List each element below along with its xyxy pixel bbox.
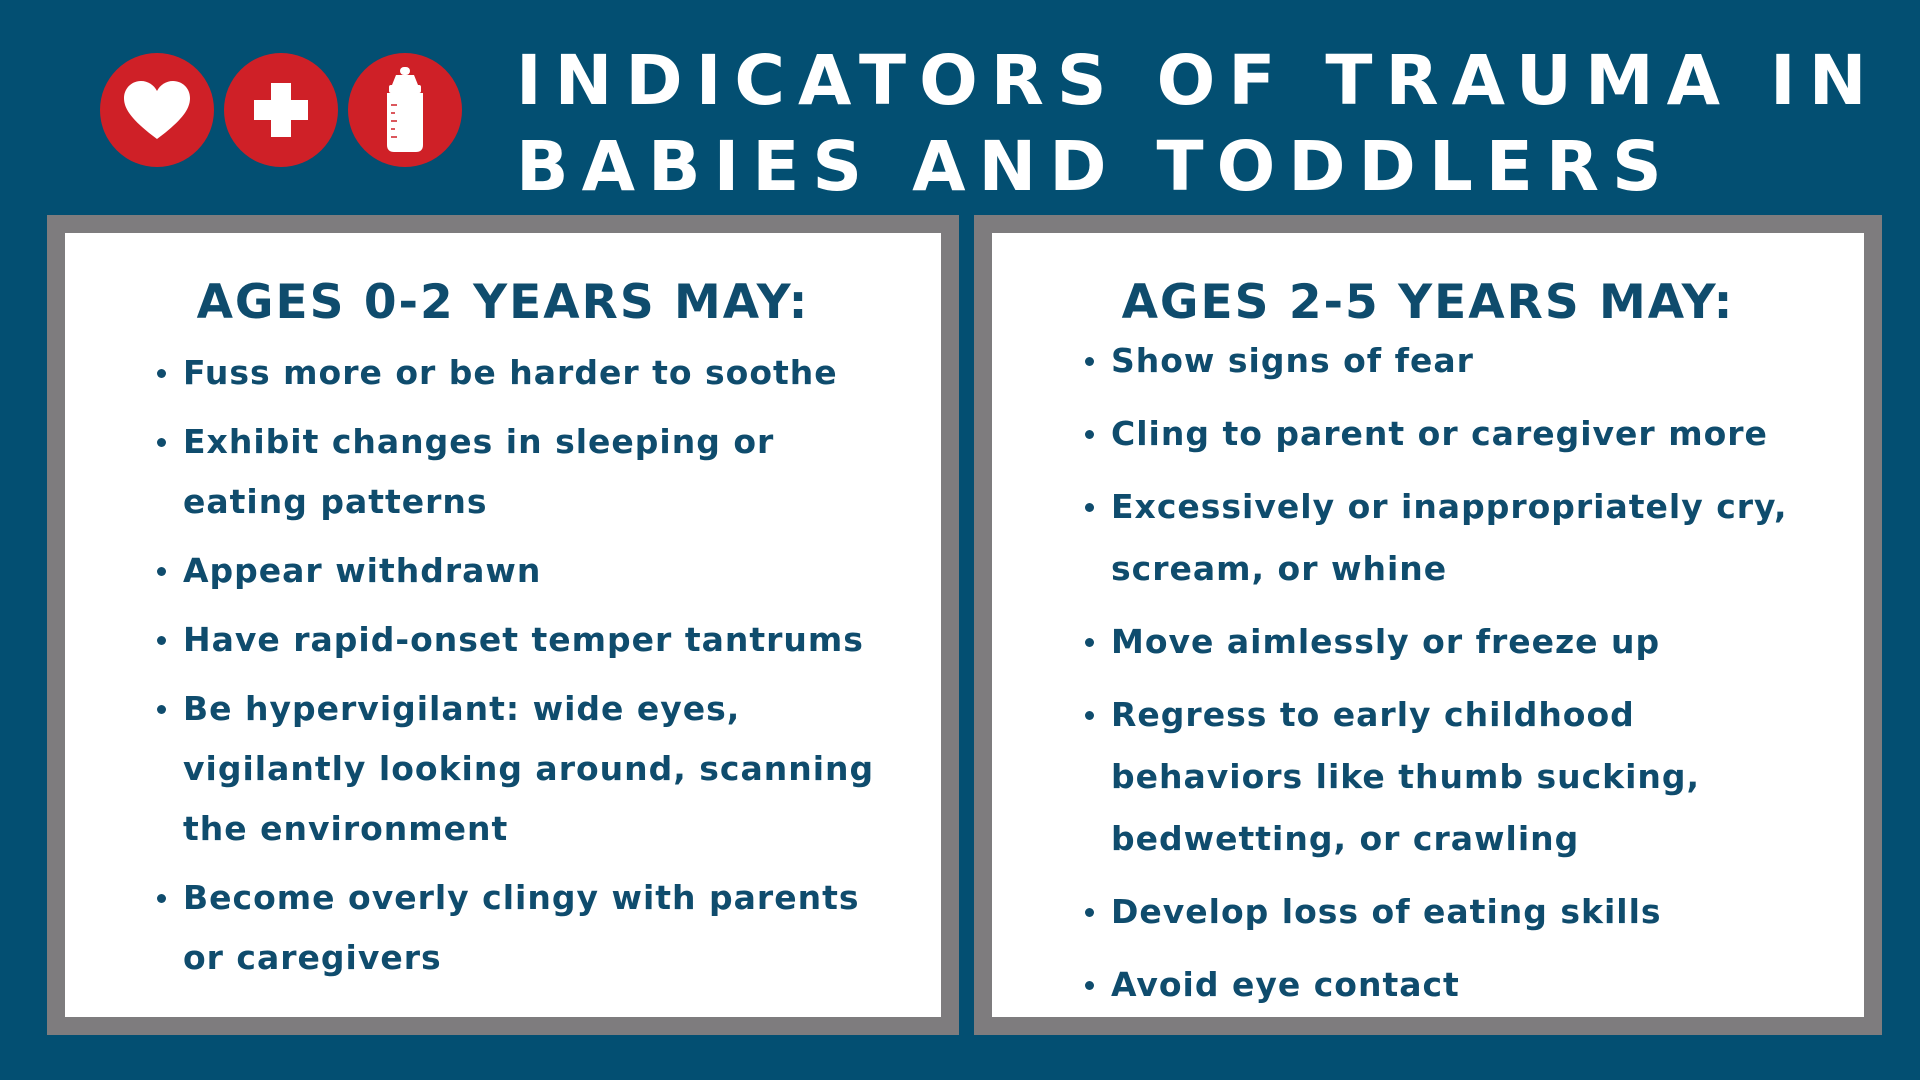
heart-icon [100, 53, 214, 167]
list-item: Cling to parent or caregiver more [1111, 403, 1811, 465]
list-item: Exhibit changes in sleeping or eating patterns [183, 412, 883, 532]
bullet-icon [157, 636, 166, 645]
panel-heading: AGES 0-2 YEARS MAY: [196, 275, 810, 330]
list-item: Fuss more or be harder to soothe [183, 343, 883, 403]
page-title: INDICATORS OF TRAUMA IN BABIES AND TODDLERS [516, 41, 1880, 207]
indicator-list [183, 343, 883, 997]
bullet-icon [1085, 503, 1094, 512]
panel-ages-0-2 [47, 215, 959, 1035]
bullet-icon [1085, 357, 1094, 366]
icon-group [100, 53, 462, 167]
bullet-icon [1085, 711, 1094, 720]
indicator-list [1111, 330, 1811, 1027]
bullet-icon [157, 705, 166, 714]
list-item: Have rapid-onset temper tantrums [183, 610, 883, 670]
list-item: Be hypervigilant: wide eyes, vigilantly looking around, scanning the environment [183, 679, 883, 859]
list-item: Regress to early childhood behaviors like thumb sucking, bedwetting, or crawling [1111, 684, 1811, 870]
list-item: Avoid eye contact [1111, 954, 1811, 1016]
panel-heading: AGES 2-5 YEARS MAY: [1121, 275, 1735, 330]
list-item: Appear withdrawn [183, 541, 883, 601]
bullet-icon [157, 438, 166, 447]
panel-inner [65, 233, 941, 1017]
baby-bottle-icon [348, 53, 462, 167]
list-item: Develop loss of eating skills [1111, 881, 1811, 943]
bullet-icon [157, 894, 166, 903]
bullet-icon [1085, 908, 1094, 917]
list-item: Show signs of fear [1111, 330, 1811, 392]
bullet-icon [1085, 981, 1094, 990]
bullet-icon [157, 369, 166, 378]
panel-inner [992, 233, 1864, 1017]
list-item: Become overly clingy with parents or caregivers [183, 868, 883, 988]
medical-cross-icon [224, 53, 338, 167]
bullet-icon [1085, 638, 1094, 647]
panel-ages-2-5 [974, 215, 1882, 1035]
list-item: Move aimlessly or freeze up [1111, 611, 1811, 673]
bullet-icon [157, 567, 166, 576]
list-item: Excessively or inappropriately cry, scream, or whine [1111, 476, 1811, 600]
bullet-icon [1085, 430, 1094, 439]
